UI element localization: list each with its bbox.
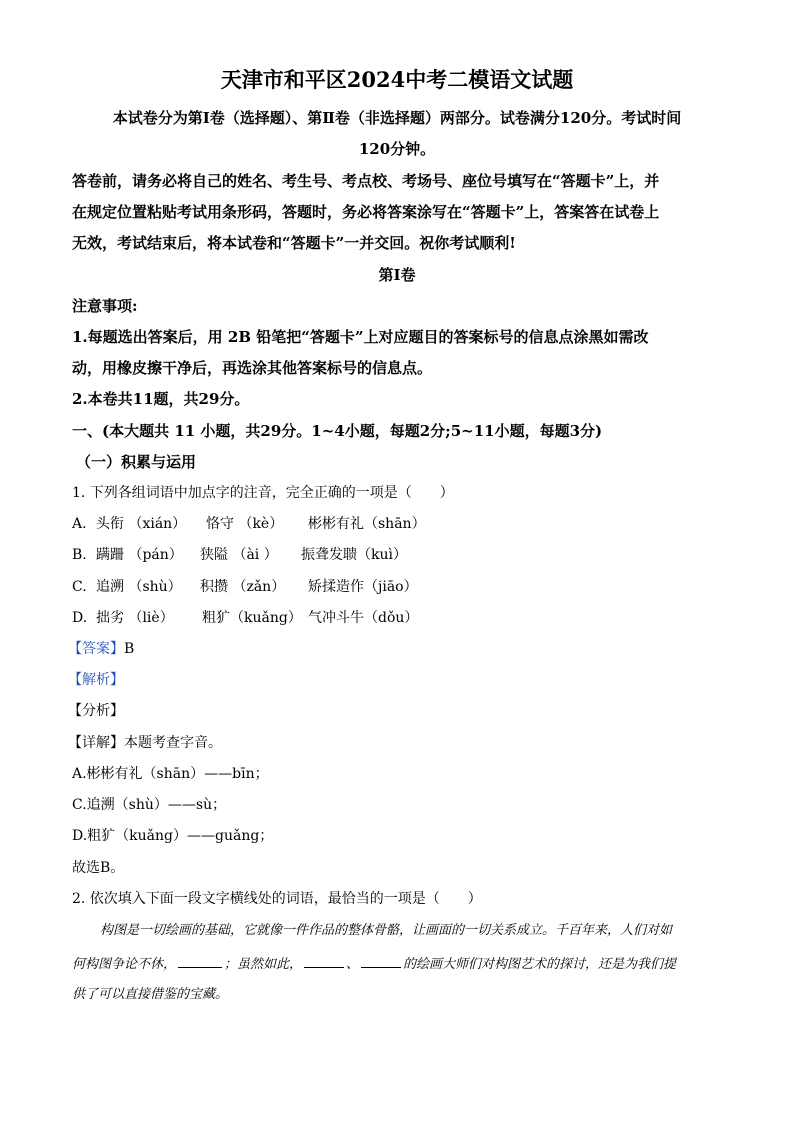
q1-stem: 1. 下列各组词语中加点字的注音，完全正确的一项是（ ） — [72, 485, 454, 501]
q1-answer — [68, 639, 134, 659]
q1-option-d — [72, 608, 419, 628]
option-word-3: 气冲斗牛（dǒu） — [308, 610, 419, 626]
option-word-3: 振聋发聩（kuì） — [301, 547, 407, 563]
intro-line-1: 本试卷分为第Ⅰ卷（选择题）、第Ⅱ卷（非选择题）两部分。试卷满分120分。考试时间 — [112, 109, 682, 127]
option-word-1: 拙劣 （liè） — [96, 610, 174, 626]
notes-item-1-line-2: 动，用橡皮擦干净后，再选涂其他答案标号的信息点。 — [72, 359, 433, 377]
q2-stem: 2. 依次填入下面一段文字横线处的词语，最恰当的一项是（ ） — [72, 891, 482, 907]
page-title: 天津市和平区2024中考二模语文试题 — [220, 67, 574, 92]
detail-text: 本题考查字音。 — [124, 735, 222, 751]
detail-line-d: D.粗犷（kuǎng）——guǎng； — [72, 828, 274, 844]
option-label: A. — [72, 516, 87, 532]
q1-conclusion: 故选B。 — [72, 860, 125, 876]
q1-option-c — [72, 577, 418, 597]
q1-option-b — [72, 545, 407, 565]
passage-segment: ；虽然如此， — [224, 957, 303, 972]
q2-passage-line-2 — [72, 953, 676, 975]
detail-line — [68, 733, 222, 753]
instruction-line-3: 无效，考试结束后，将本试卷和“答题卡”一并交回。祝你考试顺利! — [72, 234, 516, 252]
section-header: 一、(本大题共 11 小题，共29分。1~4小题，每题2分;5~11小题，每题3分) — [72, 422, 603, 440]
q2-passage-line-1: 构图是一切绘画的基础，它就像一件作品的整体骨骼，让画面的一切关系成立。千百年来，人们对如 — [100, 923, 673, 938]
passage-segment: 、 — [346, 957, 360, 972]
detail-line-c: C.追溯（shù）——sù； — [72, 797, 227, 813]
q1-option-a — [72, 514, 426, 534]
volume-title: 第Ⅰ卷 — [378, 266, 416, 284]
option-word-1: 蹒跚 （pán） — [96, 547, 183, 563]
passage-segment: 的绘画大师们对构图艺术的探讨，还是为我们提 — [403, 957, 677, 972]
option-word-3: 彬彬有礼（shān） — [308, 516, 426, 532]
notes-heading: 注意事项: — [72, 297, 138, 315]
intro-line-2: 120分钟。 — [358, 140, 436, 158]
fill-blank-2 — [304, 953, 344, 968]
fenxi-tag: 【分析】 — [68, 703, 124, 719]
option-word-2: 积攒 （zǎn） — [200, 579, 286, 595]
answer-tag: 【答案】 — [68, 641, 124, 657]
instruction-line-1: 答卷前，请务必将自己的姓名、考生号、考点校、考场号、座位号填写在“答题卡”上，并 — [72, 172, 660, 190]
notes-item-2: 2.本卷共11题，共29分。 — [72, 390, 250, 408]
fill-blank-3 — [361, 953, 401, 968]
passage-segment: 何构图争论不休， — [72, 957, 177, 972]
option-word-2: 恪守 （kè） — [206, 516, 284, 532]
analysis-tag: 【解析】 — [68, 672, 124, 688]
detail-tag: 【详解】 — [68, 735, 124, 751]
option-word-3: 矫揉造作（jiāo） — [308, 579, 418, 595]
option-label: B. — [72, 547, 87, 563]
q2-passage-line-3: 供了可以直接借鉴的宝藏。 — [72, 987, 229, 1002]
option-word-1: 头衔 （xián） — [96, 516, 187, 532]
detail-line-a: A.彬彬有礼（shān）——bīn； — [72, 766, 269, 782]
subsection-title: （一）积累与运用 — [76, 453, 197, 471]
answer-value: B — [124, 641, 135, 657]
notes-item-1-line-1: 1.每题选出答案后，用 2B 铅笔把“答题卡”上对应题目的答案标号的信息点涂黑如需改 — [72, 328, 649, 346]
fill-blank-1 — [178, 953, 222, 968]
option-word-1: 追溯 （shù） — [96, 579, 182, 595]
option-label: C. — [72, 579, 87, 595]
option-label: D. — [72, 610, 88, 626]
instruction-line-2: 在规定位置粘贴考试用条形码，答题时，务必将答案涂写在“答题卡”上，答案答在试卷上 — [72, 203, 660, 221]
option-word-2: 粗犷（kuǎng） — [202, 610, 302, 626]
option-word-2: 狭隘 （ài ） — [200, 547, 278, 563]
